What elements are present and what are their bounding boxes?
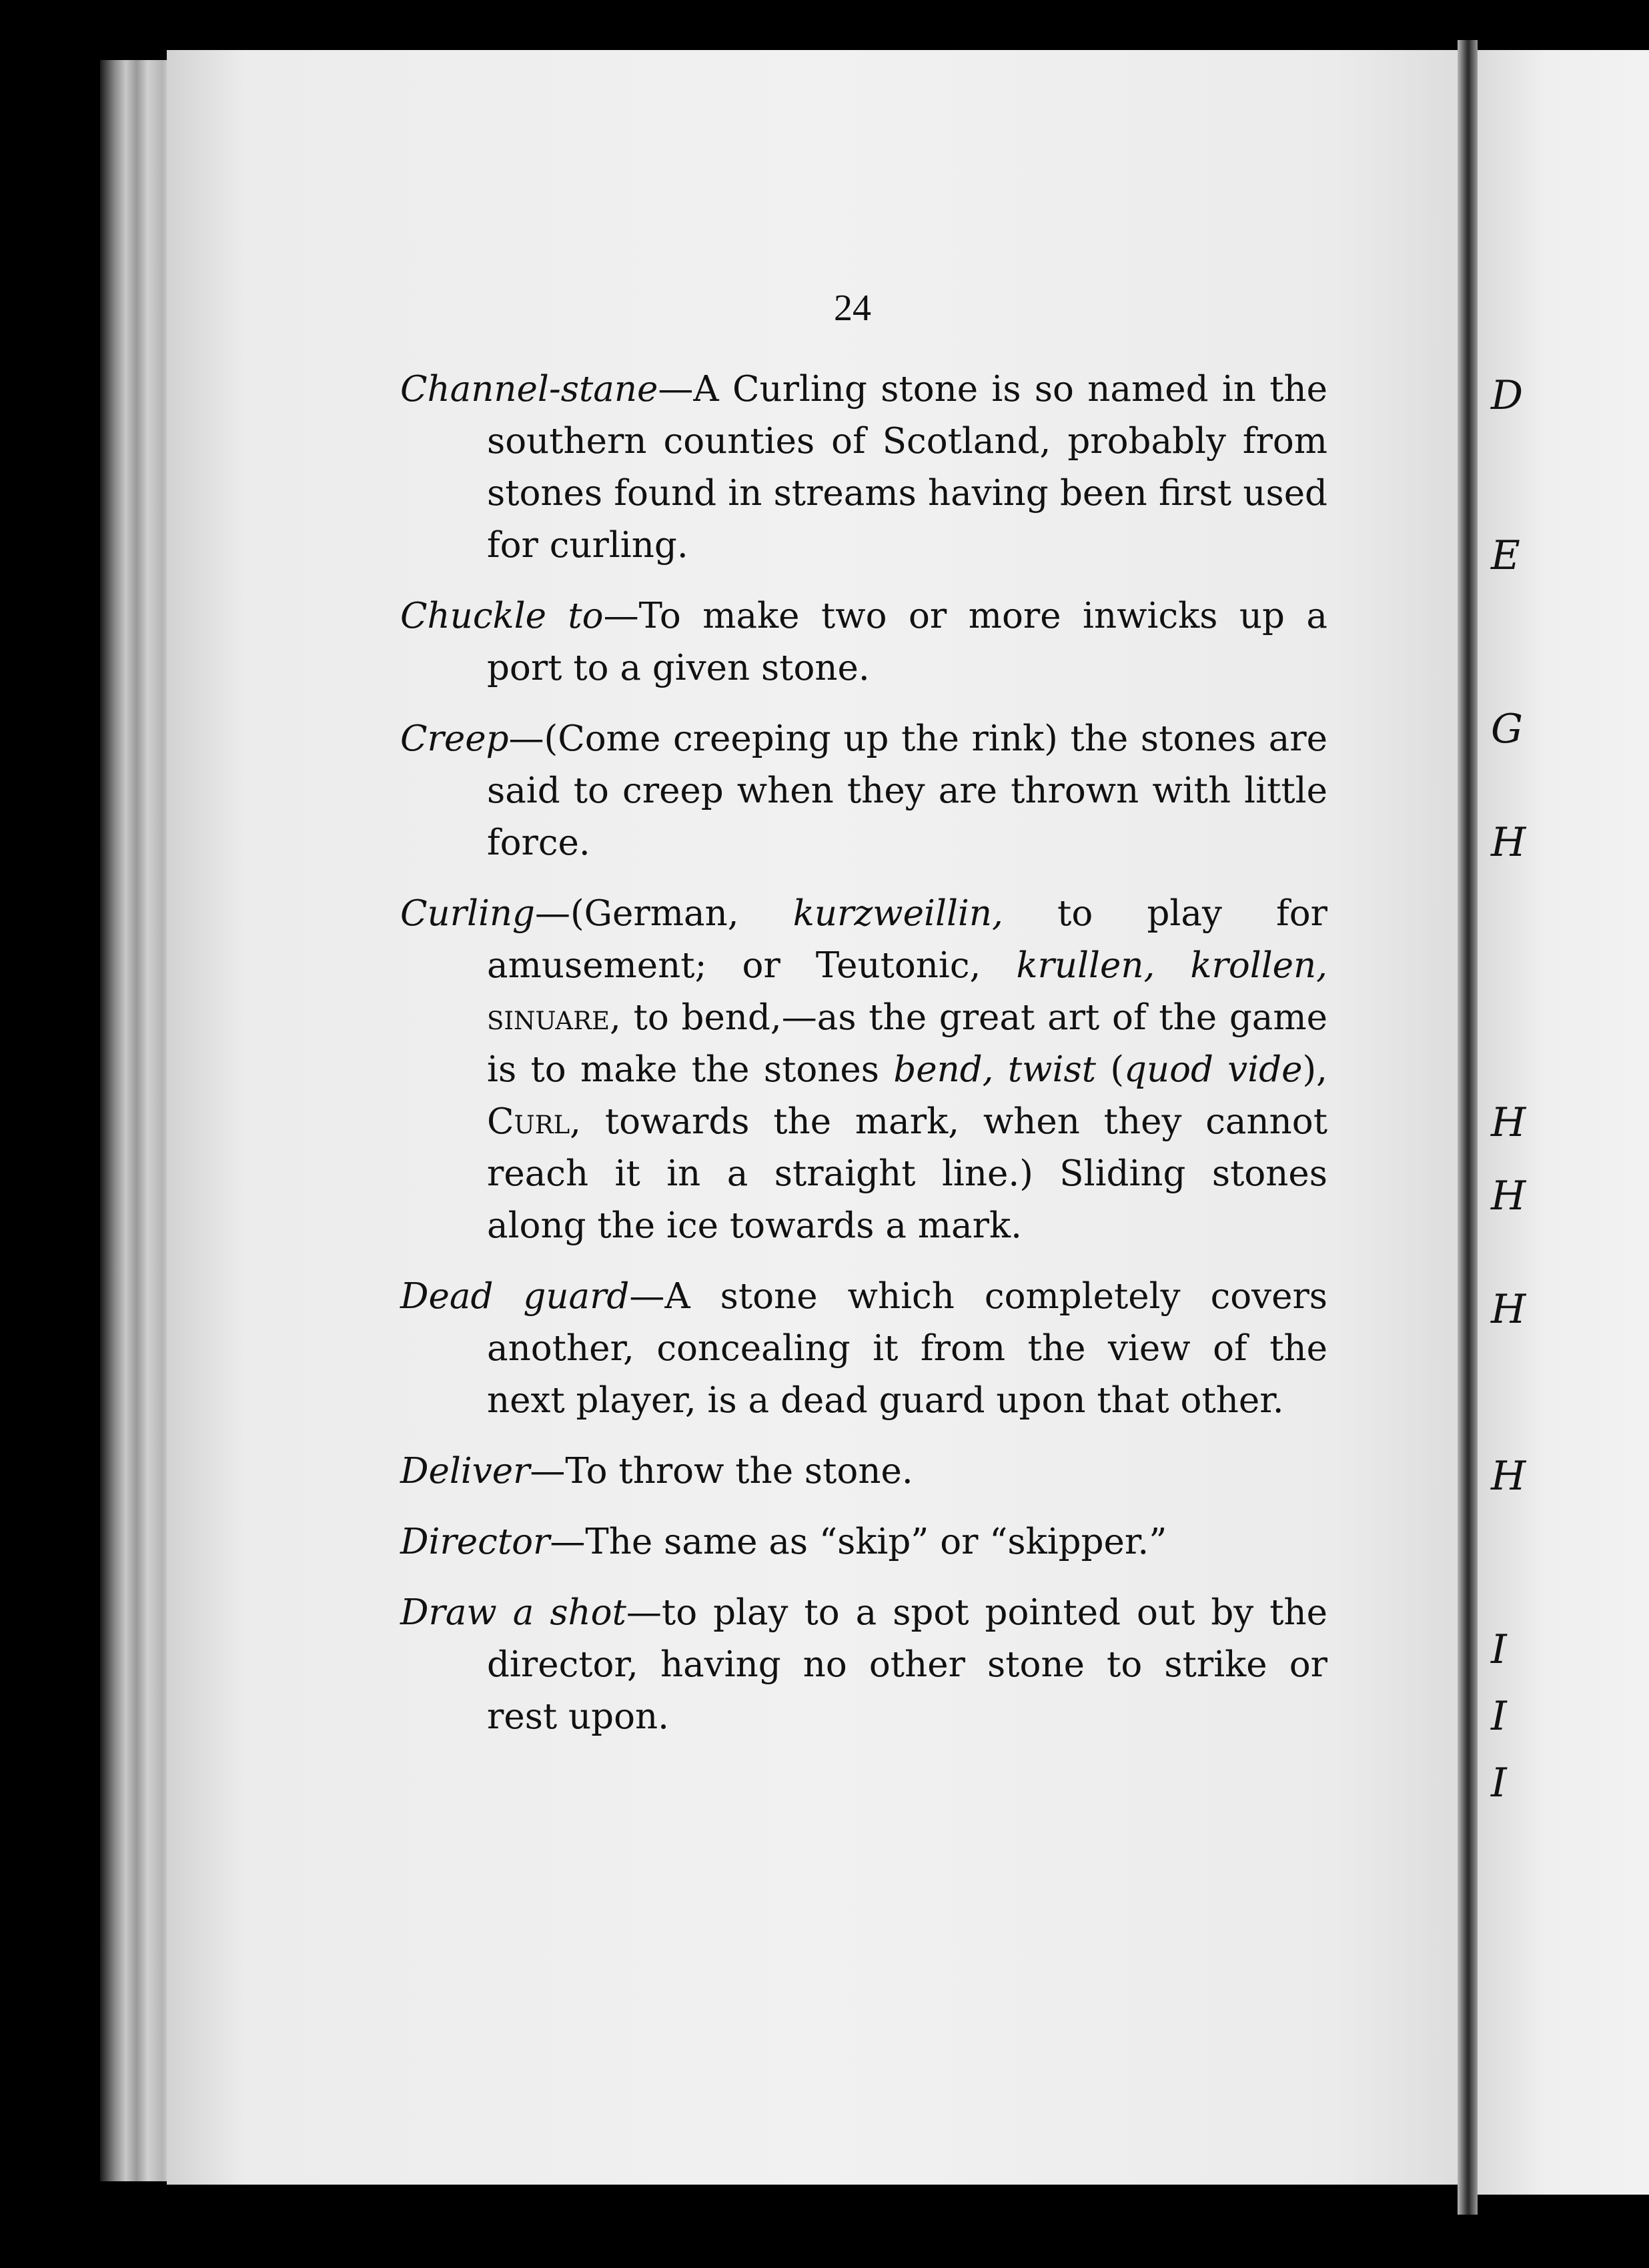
entry-definition: —The same as “skip” or “skipper.” xyxy=(550,1522,1167,1562)
right-page-letter: H xyxy=(1491,1099,1526,1146)
glossary-entry xyxy=(400,1516,1327,1568)
right-page-letter: D xyxy=(1491,372,1524,419)
glossary-entry xyxy=(400,1271,1327,1427)
entry-definition: —(Come creeping up the rink) the stones are said to creep when they are thrown with little force. xyxy=(487,718,1327,863)
entry-definition-part: to bend,—as the great art of the game is to make the stones xyxy=(487,997,1327,1090)
entry-definition-part: to play for amusement; or Teutonic, xyxy=(487,893,1328,986)
right-page-letter: I xyxy=(1491,1693,1507,1740)
entry-definition-part: ), xyxy=(1302,1049,1327,1090)
entry-term: Chuckle to xyxy=(400,596,604,636)
entry-term: Deliver xyxy=(400,1451,530,1492)
right-page-letter: G xyxy=(1491,706,1523,752)
right-page-letter: H xyxy=(1491,1173,1526,1219)
entry-definition: —A stone which completely covers another, concealing it from the view of the next player, is a dead guard upon that other. xyxy=(487,1276,1327,1421)
entry-definition-italic: kurzweillin, xyxy=(792,893,1003,934)
entry-definition-part: ( xyxy=(1096,1049,1125,1090)
glossary-entry xyxy=(400,364,1327,572)
right-page-letter: I xyxy=(1491,1626,1507,1673)
entry-definition: —A Curling stone is so named in the southern counties of Scotland, probably from stones found in streams having been first used for curling. xyxy=(487,369,1327,566)
entry-definition-italic: bend, twist xyxy=(893,1049,1096,1090)
book-edge xyxy=(100,60,173,2181)
entry-term: Director xyxy=(400,1522,550,1562)
glossary-entry xyxy=(400,1587,1327,1743)
right-page-letter: E xyxy=(1491,532,1520,579)
entry-definition: —To throw the stone. xyxy=(530,1451,913,1492)
entry-definition: —To make two or more inwicks up a port to a given stone. xyxy=(487,596,1327,688)
entry-term: Draw a shot xyxy=(400,1592,626,1633)
page-number: 24 xyxy=(834,288,871,329)
glossary-entry xyxy=(400,1446,1327,1498)
right-page-letter: H xyxy=(1491,1286,1526,1333)
entry-term: Channel-stane xyxy=(400,369,658,410)
entry-definition-smallcaps: sinuare, xyxy=(487,997,621,1038)
entry-term: Curling xyxy=(400,893,535,934)
entry-term: Dead guard xyxy=(400,1276,630,1317)
right-page xyxy=(1478,50,1649,2195)
entry-definition-italic: quod vide xyxy=(1124,1049,1303,1090)
entry-definition-part: —(German, xyxy=(535,893,793,934)
right-page-letter: H xyxy=(1491,1453,1526,1500)
entry-term: Creep xyxy=(400,718,509,759)
entry-definition-smallcaps: Curl, xyxy=(487,1101,582,1142)
glossary-entry xyxy=(400,590,1327,694)
entry-definition-italic: krullen, krollen, xyxy=(1016,945,1327,986)
entry-definition: —to play to a spot pointed out by the director, having no other stone to strike or rest upon. xyxy=(487,1592,1328,1737)
book-gutter xyxy=(1458,40,1478,2215)
glossary-entry xyxy=(400,713,1327,869)
right-page-letter: I xyxy=(1491,1760,1507,1806)
glossary-entry xyxy=(400,888,1327,1252)
right-page-letter: H xyxy=(1491,819,1526,866)
glossary-entries xyxy=(400,364,1327,1762)
entry-definition-part: towards the mark, when they cannot reach it in a straight line.) Sliding stones along the ice towards a mark. xyxy=(487,1101,1327,1246)
